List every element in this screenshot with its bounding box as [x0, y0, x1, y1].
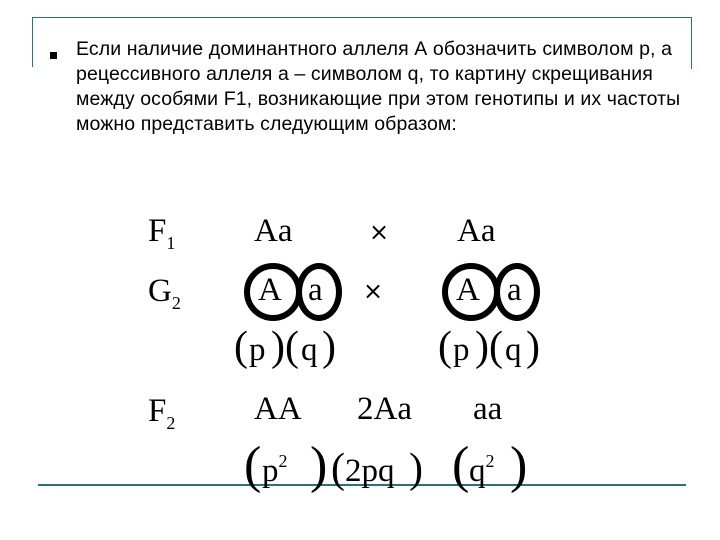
row2-gamete-a1: a [308, 272, 323, 308]
row3-paren-open-2: ( [438, 324, 452, 370]
row3-freq-p2: p [453, 332, 470, 368]
row2-label: $G_2$ [148, 273, 181, 313]
row4-genotype-2Aa: 2Aa [357, 391, 412, 427]
row1-parent1: Aa [254, 213, 293, 249]
row5-paren-open-2: ( [331, 446, 345, 492]
row1-parent2: Aa [457, 213, 496, 249]
row5-freq-2pq: 2pq [345, 453, 395, 489]
row3-paren-open-1: ( [234, 324, 248, 370]
row4-genotype-AA: AA [254, 391, 302, 427]
row1-cross-icon: × [369, 218, 390, 246]
row3-freq-q1: q [301, 332, 318, 368]
row5-paren-close-3: ) [510, 437, 528, 494]
row2-gamete-A2: A [456, 272, 480, 308]
row3-freq-p1: p [249, 332, 266, 368]
row5-paren-open-1: ( [244, 437, 262, 494]
row3-paren-mid-2: )( [475, 324, 503, 370]
row3-freq-q2: q [505, 332, 522, 368]
row5-freq-p2: $p^2$ [262, 451, 288, 489]
row2-cross-icon: × [363, 277, 384, 305]
row4-genotype-aa: aa [473, 391, 503, 427]
row5-paren-close-1: ) [310, 437, 328, 494]
row1-label: $F_1$ [148, 213, 176, 253]
row4-label: $F_2$ [148, 393, 176, 433]
bullet-text: Если наличие доминантного аллеля А обозначить символом p, а рецессивного аллеля а – символом q, то картину скрещивания между особями F1, возникающие при этом генотипы и их частоты можно представить следующим образом: [76, 38, 681, 135]
row3-paren-close-1: ) [322, 324, 336, 370]
row3-paren-close-2: ) [526, 324, 540, 370]
row5-paren-close-2: ) [409, 446, 423, 492]
row2-gamete-A1: A [258, 272, 282, 308]
row5-paren-open-3: ( [452, 437, 470, 494]
row5-freq-q2: $q^2$ [469, 451, 495, 489]
row2-gamete-a2: a [507, 272, 522, 308]
row3-paren-mid-1: )( [271, 324, 299, 370]
